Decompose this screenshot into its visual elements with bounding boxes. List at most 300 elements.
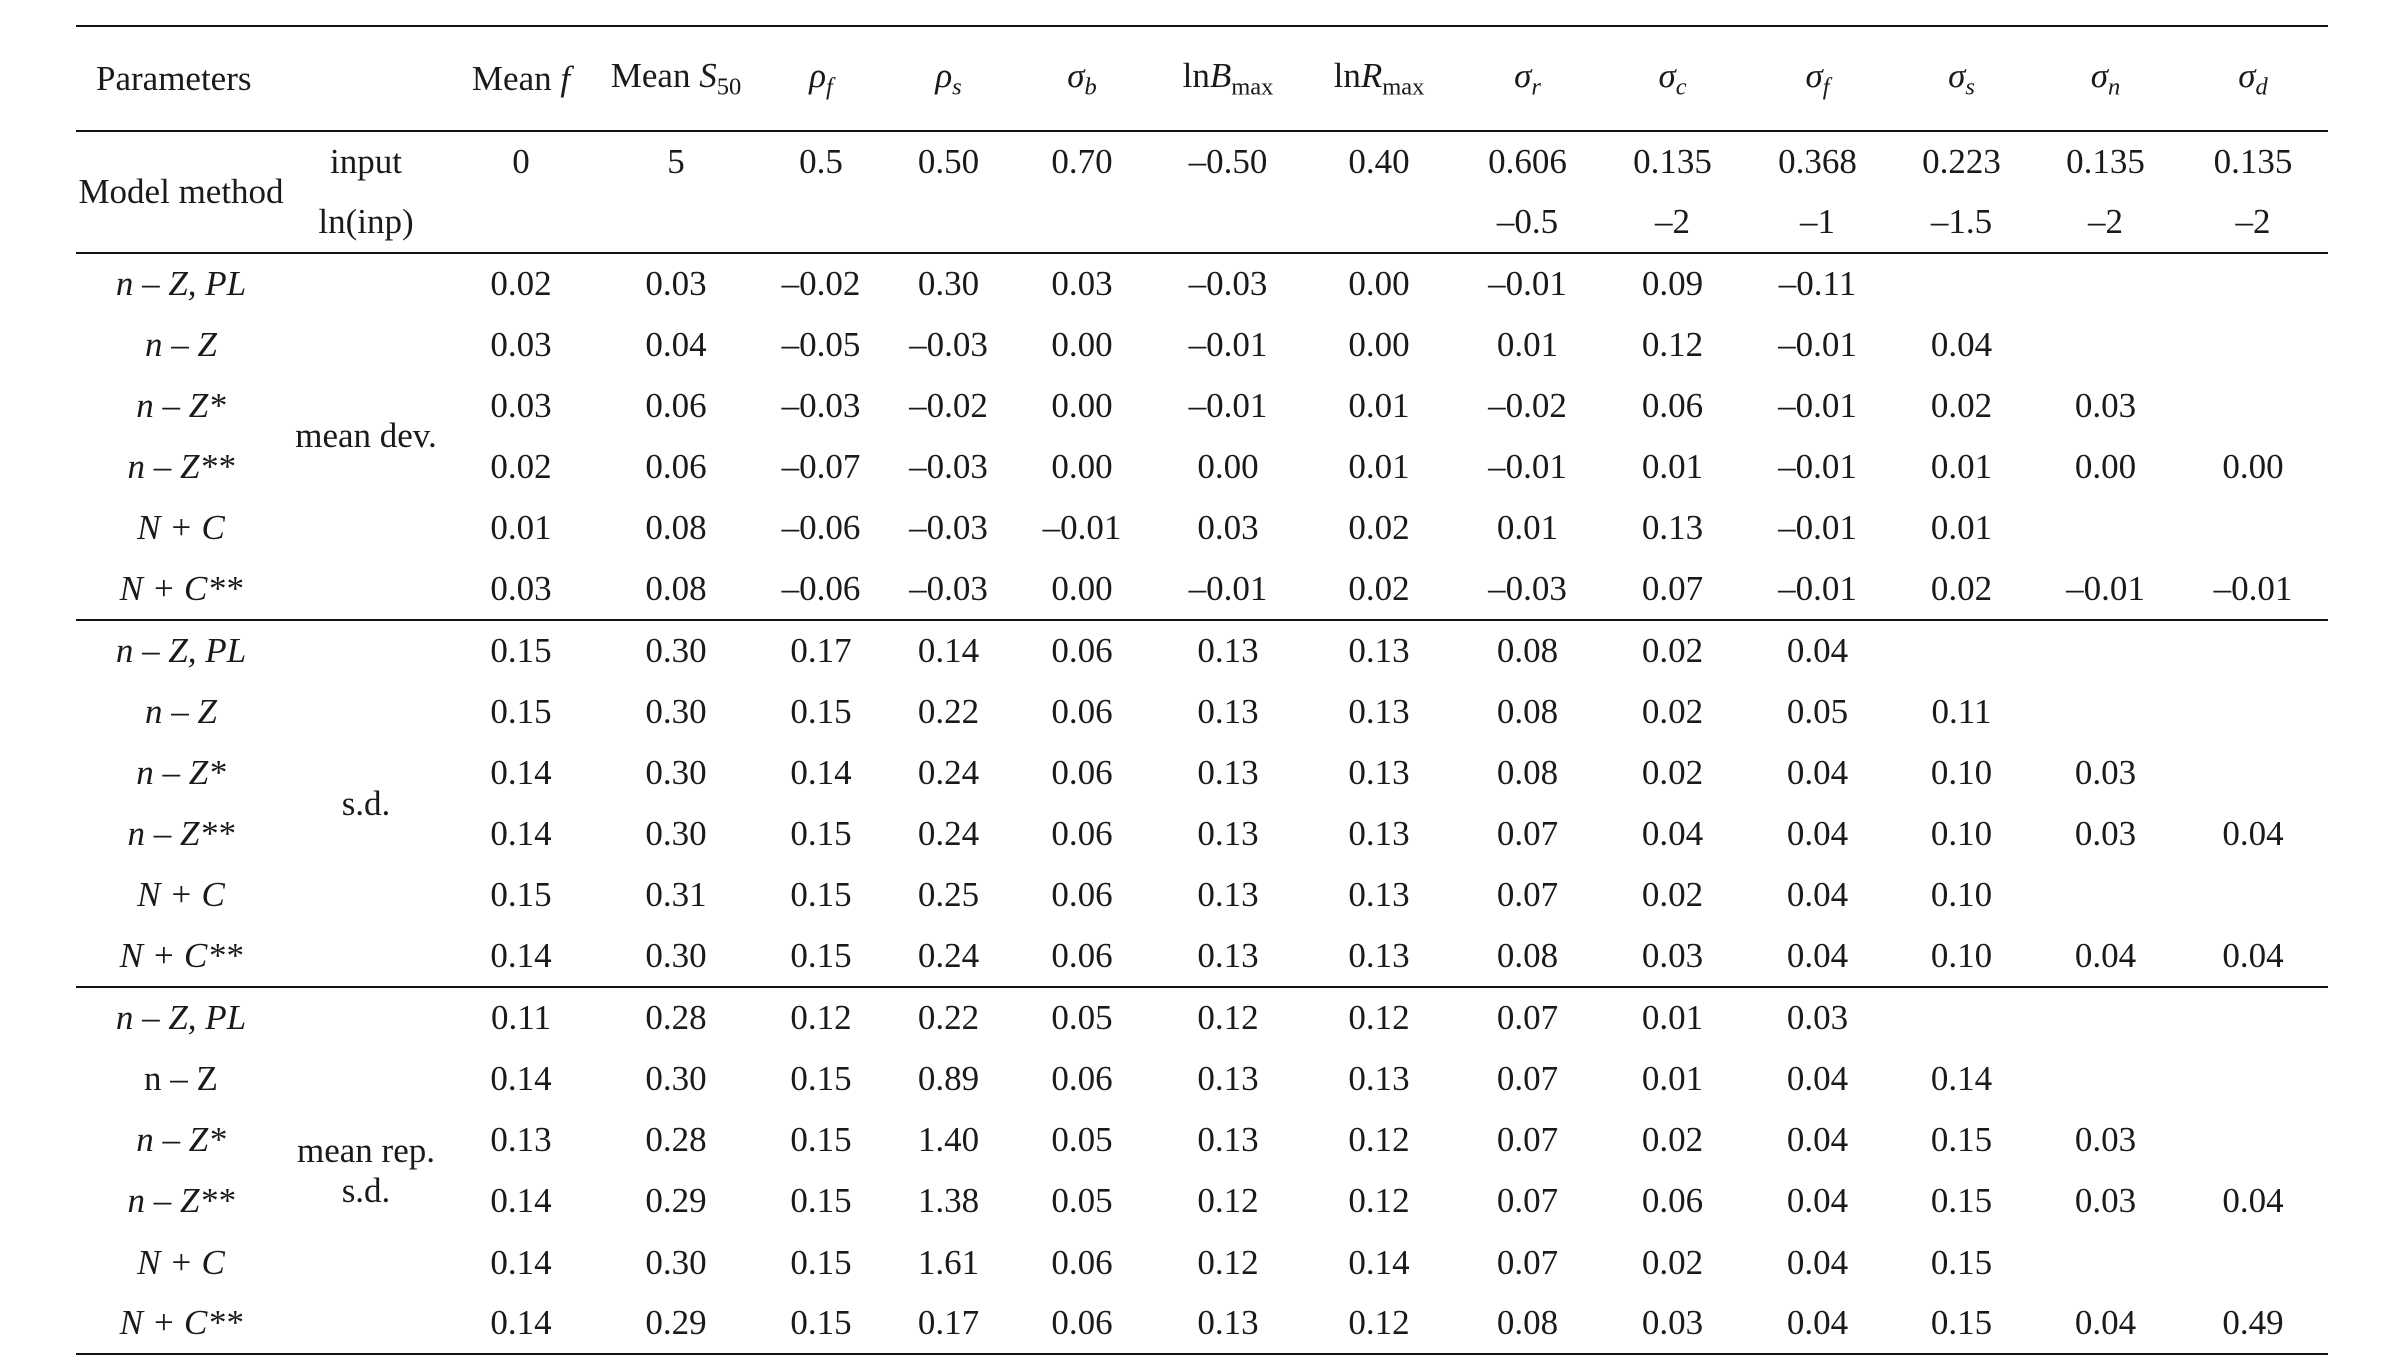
value-cell: 0.14 (490, 1059, 552, 1099)
value-cell: 0.00 (2074, 447, 2137, 487)
value-cell (2178, 375, 2328, 436)
value-cell: 0.03 (2074, 385, 2137, 425)
model-name-cell: n – Z** (127, 814, 235, 854)
value-cell: 0.01 (1348, 385, 1410, 425)
model-name-cell: N + C** (119, 936, 243, 976)
input-value-cell: 0.70 (1051, 142, 1113, 181)
model-method-label: Model method (78, 171, 284, 211)
ln-input-value-cell: –2 (2235, 202, 2271, 241)
value-cell: 0.29 (645, 1181, 707, 1221)
ln-input-value-cell (886, 192, 1011, 253)
value-cell: 0.02 (1641, 631, 1704, 671)
value-cell: 0.15 (1930, 1242, 1993, 1282)
value-cell: 0.14 (490, 814, 552, 854)
value-cell: 0.13 (1197, 691, 1259, 731)
sigma-f-header: $\sigma_f$ (1805, 55, 1830, 101)
model-name-cell: n – Z (144, 1059, 218, 1099)
model-name-cell: n – Z** (127, 1181, 235, 1221)
value-cell: 0.15 (790, 875, 852, 915)
value-cell (2178, 1048, 2328, 1109)
sigma-r-header: $\sigma_r$ (1514, 55, 1541, 101)
value-cell: 0.30 (645, 814, 707, 854)
value-cell: 0.04 (2222, 814, 2284, 854)
value-cell: 0.15 (790, 691, 852, 731)
value-cell: 0.30 (917, 264, 980, 304)
value-cell: 0.00 (1348, 264, 1410, 304)
input-value-cell: 0.50 (917, 142, 980, 181)
value-cell: 0.02 (1641, 753, 1704, 793)
value-cell (2178, 987, 2328, 1048)
value-cell: 0.30 (645, 631, 707, 671)
value-cell: –0.06 (781, 508, 861, 548)
value-cell: 0.04 (1786, 1120, 1849, 1160)
value-cell: 0.01 (1930, 508, 1993, 548)
value-cell: –0.01 (1042, 508, 1122, 548)
value-cell: 0.13 (1348, 814, 1410, 854)
value-cell: 0.03 (490, 324, 552, 364)
value-cell: –0.11 (1778, 264, 1857, 304)
ln-input-value-cell: –2 (2088, 202, 2124, 241)
value-cell: 0.08 (645, 508, 707, 548)
value-cell: 0.01 (1496, 508, 1559, 548)
value-cell: 0.10 (1930, 814, 1993, 854)
simulation-results-table (76, 25, 2328, 1355)
value-cell: 0.03 (2074, 753, 2137, 793)
model-name-cell: n – Z, PL (115, 998, 247, 1038)
value-cell: 0.15 (790, 1120, 852, 1160)
value-cell: –0.02 (781, 264, 861, 304)
ln-input-value-cell: –0.5 (1496, 202, 1559, 241)
value-cell: 0.04 (1786, 1303, 1849, 1343)
value-cell: –0.01 (1778, 385, 1857, 425)
value-cell: 0.11 (1931, 691, 1992, 731)
value-cell (2033, 498, 2178, 559)
value-cell: 0.03 (2074, 1120, 2137, 1160)
value-cell: 0.12 (1348, 1120, 1410, 1160)
value-cell: 0.07 (1496, 1242, 1559, 1282)
header-row (76, 26, 2328, 131)
value-cell: 0.13 (1348, 631, 1410, 671)
statistic-label: s.d. (341, 783, 391, 823)
table-row (76, 987, 2328, 1048)
rho-s-header: $\rho_s$ (935, 55, 962, 101)
value-cell: 0.06 (1641, 1181, 1704, 1221)
value-cell: 0.06 (1051, 814, 1113, 854)
input-value-cell: 0.40 (1348, 142, 1410, 181)
input-value-cell: 0.223 (1922, 142, 2001, 181)
value-cell: 0.06 (1641, 385, 1704, 425)
value-cell: 0.04 (1930, 324, 1993, 364)
value-cell: 0.08 (645, 569, 707, 609)
value-cell: 0.07 (1496, 875, 1559, 915)
input-label: input (330, 142, 402, 181)
sigma-d-header: $\sigma_d$ (2238, 55, 2268, 101)
value-cell: 0.01 (490, 508, 552, 548)
ln-input-value-cell (756, 192, 886, 253)
value-cell: 0.15 (490, 875, 552, 915)
value-cell: 0.11 (491, 998, 551, 1038)
value-cell: –0.03 (909, 447, 988, 487)
value-cell (2033, 1232, 2178, 1293)
value-cell: 0.08 (1496, 936, 1559, 976)
value-cell: 0.17 (917, 1303, 980, 1343)
value-cell: 0.15 (490, 631, 552, 671)
value-cell: 0.14 (1930, 1059, 1993, 1099)
value-cell: 0.14 (917, 631, 980, 671)
value-cell (2178, 498, 2328, 559)
value-cell: 0.13 (1197, 936, 1259, 976)
value-cell: –0.03 (909, 508, 988, 548)
mean-f-header: Mean f (471, 58, 571, 98)
sigma-s-header: $\sigma_s$ (1948, 55, 1975, 101)
value-cell (2178, 681, 2328, 742)
value-cell: 0.30 (645, 936, 707, 976)
value-cell: 0.07 (1641, 569, 1704, 609)
value-cell: 0.03 (490, 385, 552, 425)
value-cell: 0.12 (1197, 998, 1259, 1038)
value-cell: 0.01 (1641, 447, 1704, 487)
rho-f-header: $\rho_f$ (809, 55, 833, 101)
value-cell: 0.02 (1348, 508, 1410, 548)
value-cell: 0.24 (917, 753, 980, 793)
results-table-container (76, 25, 2328, 1355)
value-cell: 0.06 (1051, 936, 1113, 976)
value-cell: 0.08 (1496, 631, 1559, 671)
value-cell: 0.02 (1641, 1242, 1704, 1282)
value-cell: 0.14 (790, 753, 852, 793)
value-cell: 0.28 (645, 998, 707, 1038)
value-cell: 0.05 (1051, 1181, 1113, 1221)
value-cell (2033, 865, 2178, 926)
value-cell: 0.13 (1348, 753, 1410, 793)
value-cell: 0.03 (2074, 814, 2137, 854)
value-cell: 0.15 (790, 1303, 852, 1343)
value-cell: 0.13 (1197, 1120, 1259, 1160)
value-cell: 0.04 (1786, 631, 1849, 671)
ln-input-value-cell: –1.5 (1930, 202, 1993, 241)
value-cell: 0.05 (1051, 1120, 1113, 1160)
value-cell: 0.07 (1496, 814, 1559, 854)
value-cell: 0.15 (790, 814, 852, 854)
model-name-cell: N + C (137, 508, 225, 548)
value-cell: 0.13 (1197, 875, 1259, 915)
value-cell (2178, 620, 2328, 681)
value-cell: 0.15 (490, 691, 552, 731)
value-cell: 0.14 (490, 936, 552, 976)
value-cell (2033, 681, 2178, 742)
model-name-cell: n – Z** (127, 447, 235, 487)
value-cell: 0.02 (1641, 1120, 1704, 1160)
value-cell: 0.14 (490, 1181, 552, 1221)
model-name-cell: n – Z* (136, 1120, 226, 1160)
model-name-cell: n – Z* (136, 385, 226, 425)
value-cell: 0.89 (917, 1059, 980, 1099)
value-cell: 0.13 (1197, 814, 1259, 854)
value-cell: 0.30 (645, 1242, 707, 1282)
value-cell: 0.05 (1051, 998, 1113, 1038)
model-name-cell: n – Z, PL (115, 631, 247, 671)
input-value-cell: –0.50 (1188, 142, 1268, 181)
value-cell: –0.03 (909, 569, 988, 609)
sigma-b-header: $\sigma_b$ (1067, 55, 1097, 101)
value-cell: –0.01 (1778, 447, 1857, 487)
mean-s50-header: Mean $S_{50}$ (610, 55, 742, 101)
value-cell: 0.03 (1051, 264, 1113, 304)
value-cell: –0.01 (1488, 447, 1567, 487)
model-name-cell: n – Z (145, 691, 217, 731)
value-cell: 0.13 (1348, 1059, 1410, 1099)
value-cell: 0.13 (490, 1120, 552, 1160)
value-cell (1890, 987, 2033, 1048)
value-cell (1890, 620, 2033, 681)
value-cell: 0.22 (917, 691, 980, 731)
value-cell: 0.04 (1786, 1242, 1849, 1282)
value-cell: 0.10 (1930, 753, 1993, 793)
table-row (76, 253, 2328, 314)
value-cell: 0.00 (1197, 447, 1259, 487)
value-cell: –0.02 (1488, 385, 1567, 425)
input-value-cell: 5 (667, 142, 685, 181)
value-cell: 0.06 (1051, 1059, 1113, 1099)
value-cell: 1.38 (917, 1181, 980, 1221)
value-cell: 0.07 (1496, 1059, 1559, 1099)
value-cell: –0.03 (1488, 569, 1567, 609)
value-cell: 0.06 (1051, 753, 1113, 793)
value-cell: 0.03 (1786, 998, 1849, 1038)
value-cell: 0.08 (1496, 691, 1559, 731)
value-cell: 0.01 (1641, 998, 1704, 1038)
input-values-section (76, 131, 2328, 253)
ln-input-value-cell (1011, 192, 1153, 253)
input-value-cell: 0.606 (1488, 142, 1567, 181)
value-cell: 0.15 (1930, 1120, 1993, 1160)
table-header (76, 26, 2328, 131)
value-cell: 0.17 (790, 631, 852, 671)
value-cell: 0.30 (645, 753, 707, 793)
value-cell: 0.31 (645, 875, 707, 915)
value-cell: 0.02 (490, 447, 552, 487)
model-name-cell: N + C (137, 875, 225, 915)
input-value-cell: 0.135 (2066, 142, 2145, 181)
value-cell: 0.14 (1348, 1242, 1410, 1282)
value-cell: 0.05 (1786, 691, 1849, 731)
value-cell: 0.02 (490, 264, 552, 304)
value-cell: 0.30 (645, 691, 707, 731)
value-cell: –0.07 (781, 447, 861, 487)
value-cell: 0.04 (1786, 936, 1849, 976)
value-cell: 0.15 (790, 1242, 852, 1282)
value-cell: 0.00 (1051, 569, 1113, 609)
value-cell: 0.28 (645, 1120, 707, 1160)
value-cell: 0.12 (1197, 1181, 1259, 1221)
value-cell: –0.01 (1778, 508, 1857, 548)
ln-input-value-cell (596, 192, 756, 253)
input-value-cell: 0.135 (1633, 142, 1712, 181)
value-cell: 0.29 (645, 1303, 707, 1343)
table-row (76, 620, 2328, 681)
value-cell: 0.00 (1051, 385, 1113, 425)
value-cell: –0.01 (1188, 324, 1268, 364)
value-cell: 0.12 (790, 998, 852, 1038)
value-cell: 0.03 (2074, 1181, 2137, 1221)
value-cell: –0.01 (1488, 264, 1567, 304)
value-cell: 0.14 (490, 1242, 552, 1282)
value-cell: 0.04 (1786, 1181, 1849, 1221)
ln-input-value-cell (446, 192, 596, 253)
value-cell: 1.40 (917, 1120, 980, 1160)
value-cell: 0.06 (1051, 1303, 1113, 1343)
value-cell: 0.06 (1051, 631, 1113, 671)
value-cell (2033, 253, 2178, 314)
model-name-cell: N + C (137, 1242, 225, 1282)
value-cell: 0.13 (1641, 508, 1704, 548)
value-cell: 0.02 (1930, 385, 1993, 425)
model-name-cell: n – Z* (136, 753, 226, 793)
value-cell: –0.01 (2066, 569, 2145, 609)
value-cell: –0.01 (2213, 569, 2293, 609)
model-name-cell: N + C** (119, 1303, 243, 1343)
value-cell: 0.02 (1930, 569, 1993, 609)
sigma-n-header: $\sigma_n$ (2090, 55, 2121, 101)
value-cell: 0.12 (1348, 1303, 1410, 1343)
value-cell (1890, 253, 2033, 314)
model-name-cell: N + C** (119, 569, 243, 609)
value-cell: 0.04 (2074, 936, 2137, 976)
value-cell: –0.06 (781, 569, 861, 609)
value-cell: 0.10 (1930, 875, 1993, 915)
value-cell: 0.04 (645, 324, 707, 364)
value-cell: –0.03 (1188, 264, 1268, 304)
value-cell: 0.03 (490, 569, 552, 609)
value-cell: 0.01 (1930, 447, 1993, 487)
value-cell: 0.07 (1496, 1181, 1559, 1221)
value-cell (2178, 1110, 2328, 1171)
ln-input-value-cell: –1 (1800, 202, 1836, 241)
value-cell: 0.14 (490, 753, 552, 793)
value-cell: –0.01 (1188, 385, 1268, 425)
input-value-cell: 0 (512, 142, 530, 181)
value-cell: 0.13 (1348, 691, 1410, 731)
value-cell: 0.15 (790, 936, 852, 976)
value-cell: 0.04 (1786, 875, 1849, 915)
value-cell: 0.00 (1051, 447, 1113, 487)
value-cell: 0.13 (1348, 875, 1410, 915)
input-value-cell: 0.135 (2213, 142, 2293, 181)
value-cell: –0.02 (909, 385, 988, 425)
value-cell: 0.13 (1197, 753, 1259, 793)
value-cell: 0.00 (1348, 324, 1410, 364)
value-cell: 0.03 (1641, 1303, 1704, 1343)
value-cell: 0.13 (1197, 631, 1259, 671)
value-cell: 0.06 (645, 385, 707, 425)
value-cell: 0.01 (1348, 447, 1410, 487)
value-cell: 0.13 (1348, 936, 1410, 976)
value-cell: 0.49 (2222, 1303, 2284, 1343)
value-cell: 0.24 (917, 936, 980, 976)
value-cell: 0.13 (1197, 1059, 1259, 1099)
value-cell: 0.04 (1786, 814, 1849, 854)
value-cell: 0.04 (1786, 1059, 1849, 1099)
value-cell: 0.08 (1496, 753, 1559, 793)
value-cell: 0.04 (2074, 1303, 2137, 1343)
value-cell: 0.12 (1348, 998, 1410, 1038)
value-cell: 0.06 (1051, 875, 1113, 915)
ln-rmax-header: lnR$_{max}$ (1333, 55, 1425, 101)
value-cell: 0.15 (790, 1181, 852, 1221)
statistic-label: mean dev. (295, 416, 437, 456)
value-cell: 0.01 (1641, 1059, 1704, 1099)
value-cell: 0.03 (645, 264, 707, 304)
value-cell: 0.03 (1197, 508, 1259, 548)
value-cell: 0.06 (645, 447, 707, 487)
value-cell: 0.07 (1496, 1120, 1559, 1160)
statistic-block (76, 253, 2328, 620)
value-cell: 0.10 (1930, 936, 1993, 976)
input-value-cell: 0.5 (799, 142, 843, 181)
value-cell: 0.08 (1496, 1303, 1559, 1343)
value-cell: 0.12 (1348, 1181, 1410, 1221)
value-cell (2178, 743, 2328, 804)
value-cell: 0.24 (917, 814, 980, 854)
value-cell: 0.04 (2222, 1181, 2284, 1221)
value-cell: –0.05 (781, 324, 861, 364)
value-cell (2033, 987, 2178, 1048)
ln-input-value-cell: –2 (1655, 202, 1691, 241)
value-cell: 0.14 (490, 1303, 552, 1343)
value-cell (2178, 314, 2328, 375)
value-cell: 0.07 (1496, 998, 1559, 1038)
statistic-label: mean rep. s.d. (297, 1130, 435, 1210)
ln-bmax-header: lnB$_{max}$ (1182, 55, 1274, 101)
value-cell: 0.01 (1496, 324, 1559, 364)
statistic-block (76, 987, 2328, 1354)
input-value-cell: 0.368 (1778, 142, 1857, 181)
parameters-header: Parameters (96, 58, 252, 98)
value-cell: 0.02 (1641, 691, 1704, 731)
sigma-c-header: $\sigma_c$ (1658, 55, 1687, 101)
value-cell: 0.25 (917, 875, 980, 915)
value-cell (2033, 620, 2178, 681)
value-cell: –0.01 (1188, 569, 1268, 609)
value-cell: 0.04 (1641, 814, 1704, 854)
value-cell: 0.09 (1641, 264, 1704, 304)
value-cell: 0.04 (1786, 753, 1849, 793)
ln-input-value-cell (1303, 192, 1455, 253)
ln-input-label: ln(inp) (318, 202, 414, 241)
value-cell: 0.06 (1051, 1242, 1113, 1282)
value-cell: 0.30 (645, 1059, 707, 1099)
value-cell: 0.12 (1197, 1242, 1259, 1282)
model-name-cell: n – Z, PL (115, 264, 247, 304)
value-cell: 0.02 (1348, 569, 1410, 609)
value-cell: 0.15 (790, 1059, 852, 1099)
value-cell: –0.01 (1778, 569, 1857, 609)
value-cell: 1.61 (917, 1242, 980, 1282)
value-cell: 0.15 (1930, 1181, 1993, 1221)
value-cell: 0.13 (1197, 1303, 1259, 1343)
value-cell: 0.12 (1641, 324, 1704, 364)
statistic-block (76, 620, 2328, 987)
value-cell: 0.00 (2222, 447, 2284, 487)
value-cell: –0.03 (909, 324, 988, 364)
input-row (76, 131, 2328, 192)
value-cell: 0.00 (1051, 324, 1113, 364)
value-cell (2178, 865, 2328, 926)
ln-input-row (76, 192, 2328, 253)
value-cell: –0.03 (781, 385, 861, 425)
value-cell: 0.03 (1641, 936, 1704, 976)
value-cell: 0.15 (1930, 1303, 1993, 1343)
